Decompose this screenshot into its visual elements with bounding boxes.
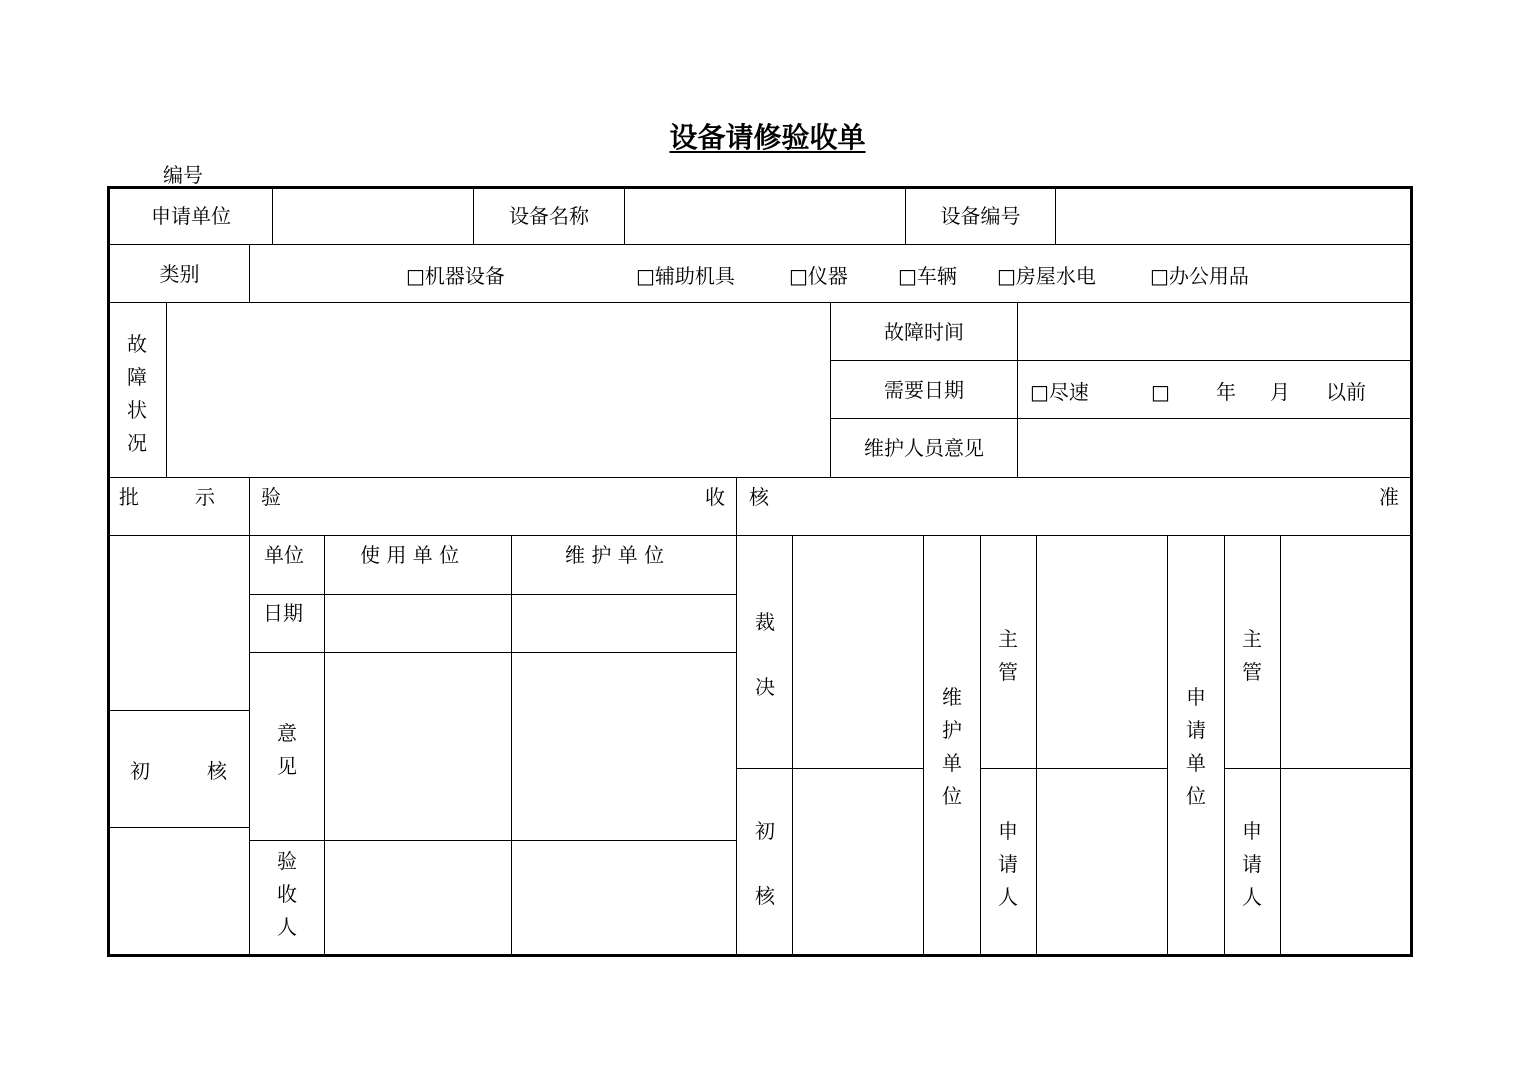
col-line	[249, 244, 250, 302]
need-date-label: 需要日期	[884, 377, 964, 402]
left-initial-check-2: 核	[207, 759, 227, 783]
category-option-utilities[interactable]: □房屋水电	[997, 264, 1096, 288]
col-line	[272, 186, 273, 244]
equipment-name-label: 设备名称	[509, 204, 589, 228]
accept-unit-label: 单位	[264, 543, 304, 567]
col-line	[624, 186, 625, 244]
fault-time-field[interactable]	[1019, 304, 1409, 359]
applicant-label-2: 申 请 人	[1242, 819, 1262, 909]
row-line	[980, 768, 1167, 769]
accept-opinion-label: 意 见	[277, 721, 297, 778]
row-line	[1224, 768, 1411, 769]
row-line	[736, 768, 923, 769]
hezhun-label-2: 准	[1379, 485, 1399, 509]
row-line	[107, 302, 1411, 303]
category-label: 类别	[159, 261, 200, 286]
urgent-checkbox[interactable]: □尽速	[1030, 380, 1089, 404]
month-label: 月	[1270, 380, 1290, 404]
decide-label-1: 裁	[755, 610, 775, 634]
applicant-unit-field[interactable]	[274, 190, 471, 242]
maintainer-opinion-label: 维护人员意见	[864, 436, 984, 460]
row-line	[107, 535, 1411, 536]
initial-label-1: 初	[755, 819, 775, 843]
date-checkbox[interactable]: □	[1151, 380, 1170, 404]
fault-time-label: 故障时间	[884, 319, 964, 344]
col-line	[1017, 302, 1018, 477]
col-line	[1055, 186, 1056, 244]
supervisor-label: 主 管	[998, 627, 1018, 684]
col-line	[736, 477, 737, 954]
applicant-unit-label: 申请单位	[151, 204, 231, 228]
equipment-number-field[interactable]	[1057, 190, 1407, 242]
left-initial-check-1: 初	[130, 759, 150, 783]
row-line	[249, 652, 736, 653]
pishi-label-1: 批	[119, 485, 139, 509]
row-line	[107, 827, 249, 828]
col-line	[980, 535, 981, 954]
form-title: 设备请修验收单	[669, 121, 866, 154]
row-line	[107, 710, 249, 711]
yanshou-label-2: 收	[705, 485, 725, 509]
hezhun-label-1: 核	[749, 485, 769, 509]
user-unit-header: 使 用 单 位	[360, 543, 460, 567]
col-line	[923, 535, 924, 954]
fault-status-label: 故 障 状 况	[127, 332, 147, 455]
row-line	[249, 594, 736, 595]
col-line	[792, 535, 793, 954]
category-option-instrument[interactable]: □仪器	[789, 264, 848, 288]
category-option-machine[interactable]: □机器设备	[406, 264, 505, 288]
col-line	[166, 302, 167, 477]
initial-label-2: 核	[755, 884, 775, 908]
before-label: 以前	[1326, 380, 1366, 404]
apply-unit-vertical: 申 请 单 位	[1186, 685, 1206, 808]
col-line	[324, 535, 325, 954]
yanshou-label-1: 验	[261, 485, 281, 509]
row-line	[107, 244, 1411, 245]
col-line	[249, 477, 250, 954]
col-line	[511, 535, 512, 954]
col-line	[1224, 535, 1225, 954]
receiver-label: 验 收 人	[277, 849, 297, 939]
year-label: 年	[1216, 380, 1236, 404]
accept-date-label: 日期	[263, 601, 303, 625]
category-option-office[interactable]: □办公用品	[1150, 264, 1249, 288]
decide-label-2: 决	[755, 675, 775, 699]
row-line	[107, 477, 1411, 478]
maint-unit-header: 维 护 单 位	[565, 543, 665, 567]
fault-status-field[interactable]	[168, 304, 828, 476]
equipment-name-field[interactable]	[626, 190, 903, 242]
pishi-label-2: 示	[195, 485, 215, 509]
category-option-vehicle[interactable]: □车辆	[898, 264, 957, 288]
applicant-label: 申 请 人	[998, 819, 1018, 909]
supervisor-label-2: 主 管	[1242, 627, 1262, 684]
col-line	[1280, 535, 1281, 954]
maint-unit-vertical: 维 护 单 位	[942, 685, 962, 808]
equipment-number-label: 设备编号	[940, 204, 1021, 228]
row-line	[249, 840, 736, 841]
maintainer-opinion-field[interactable]	[1019, 420, 1409, 476]
category-option-tools[interactable]: □辅助机具	[636, 264, 735, 288]
number-label: 编号	[163, 163, 203, 187]
col-line	[1167, 535, 1168, 954]
col-line	[1036, 535, 1037, 954]
